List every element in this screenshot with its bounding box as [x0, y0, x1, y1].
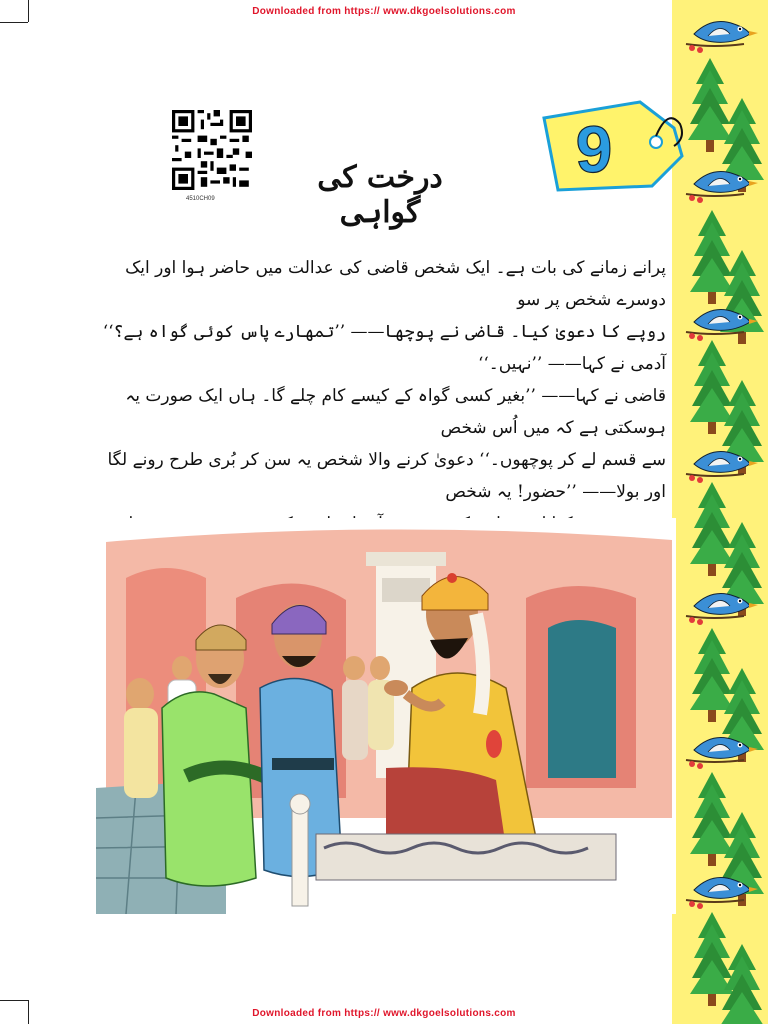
story-line: سے قسم لے کر پوچھوں۔‘‘ دعویٰ کرنے والا شخص یہ سن کر بُری طرح رونے لگا اور بولا—— ’’حضور! یہ شخص: [107, 450, 666, 502]
download-watermark-top: Downloaded from https:// www.dkgoelsolutions.com: [252, 6, 516, 17]
qr-code-id: 4510CH09: [186, 196, 215, 202]
pine-tree-icon: [688, 58, 732, 152]
story-line: قاضی نے کہا—— ’’بغیر کسی گواہ کے کیسے کام چلے گا۔ ہاں ایک صورت یہ ہوسکتی ہے کہ میں اُس شخص: [125, 386, 666, 438]
chapter-number-tag: [540, 98, 690, 194]
crop-mark: [28, 0, 29, 22]
story-line: پرانے زمانے کی بات ہے۔ ایک شخص قاضی کی عدالت میں حاضر ہوا اور ایک دوسرے شخص پر سو: [125, 258, 666, 310]
story-line: روپے کا دعویٰ کیا۔ قاضی نے پوچھا—— ’’تمھارے پاس کوئی گواہ ہے؟‘‘: [102, 322, 666, 342]
download-watermark-bottom: Downloaded from https:// www.dkgoelsolutions.com: [252, 1008, 516, 1019]
bird-icon: [686, 22, 758, 53]
crop-mark: [0, 22, 28, 23]
story-line: آدمی نے کہا—— ’’نہیں۔‘‘: [477, 354, 666, 374]
court-scene-illustration: [96, 518, 676, 914]
chapter-number: 9: [575, 112, 613, 186]
qr-code-icon: [172, 110, 252, 190]
crop-mark: [0, 1000, 28, 1001]
chapter-title: درخت کی گواہی: [317, 160, 443, 230]
pine-tree-icon: [690, 912, 734, 1006]
